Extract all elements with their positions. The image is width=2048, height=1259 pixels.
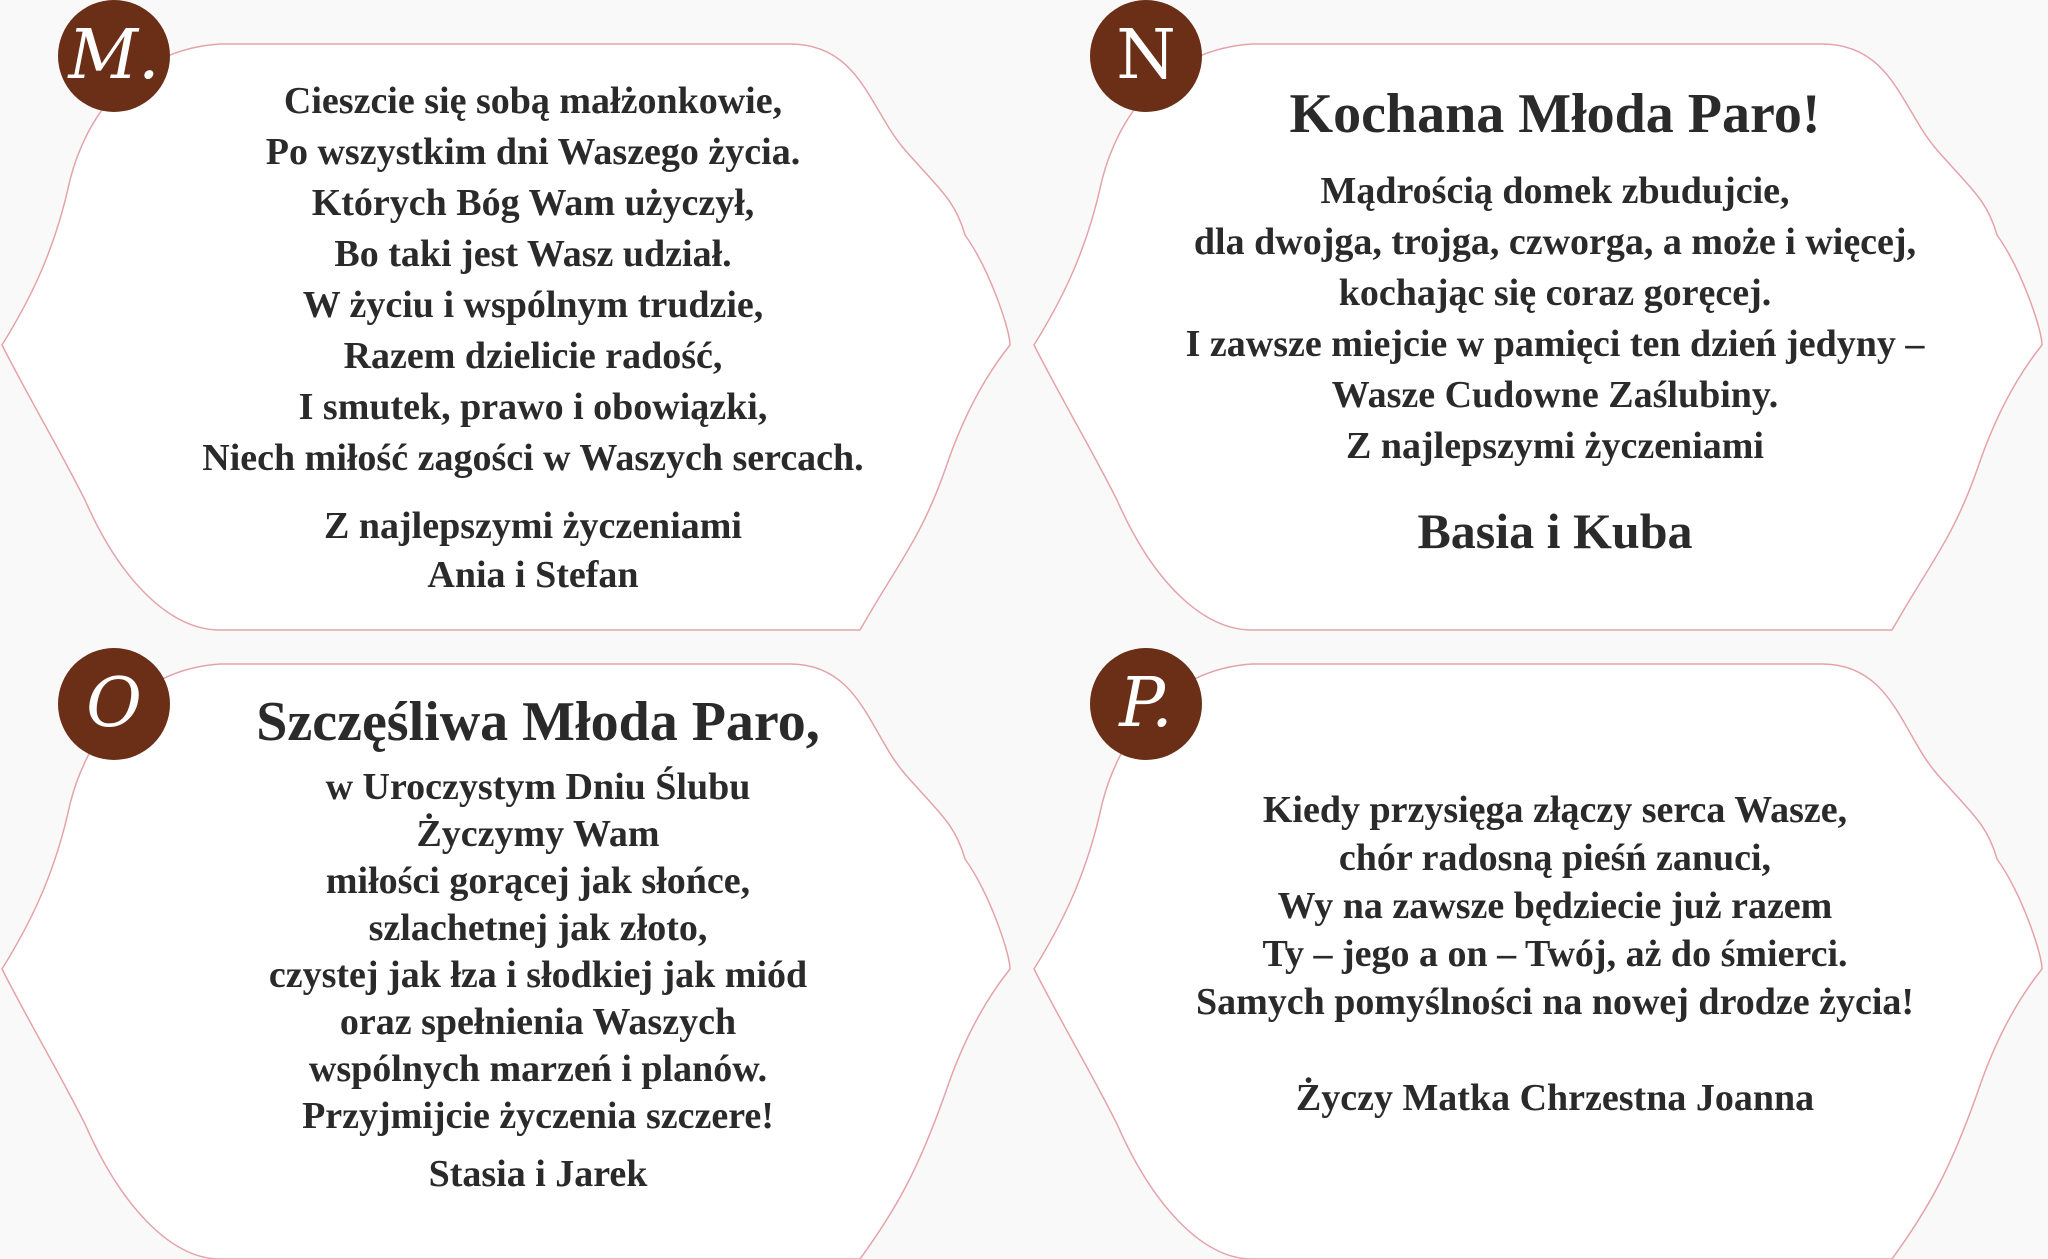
verse-line: oraz spełnienia Waszych (339, 1001, 737, 1043)
badge-o: O (58, 648, 170, 760)
verse-line: Ty – jego a on – Twój, aż do śmierci. (1262, 933, 1848, 975)
verse-line: Przyjmijcie życzenia szczere! (302, 1095, 774, 1137)
signature: Basia i Kuba (1417, 503, 1693, 559)
verse-line: Razem dzielicie radość, (343, 335, 723, 377)
verse-line: dla dwojga, trojga, czworga, a może i więcej, (1193, 221, 1917, 263)
signature: Ania i Stefan (427, 554, 639, 596)
verse-line: Po wszystkim dni Waszego życia. (265, 131, 801, 173)
verse-line: czystej jak łza i słodkiej jak miód (268, 954, 808, 996)
verse-line: Z najlepszymi życzeniami (1346, 425, 1764, 467)
badge-m: M. (58, 0, 170, 112)
badge-n: N (1090, 0, 1202, 112)
card-o (0, 644, 1016, 1244)
card-n (1032, 0, 2048, 600)
verse (70, 76, 996, 484)
verse-line: Wasze Cudowne Zaślubiny. (1331, 374, 1779, 416)
verse (1072, 166, 2038, 472)
signature: Stasia i Jarek (428, 1153, 648, 1195)
closing-line: Z najlepszymi życzeniami (324, 505, 742, 547)
card-p (1032, 644, 2048, 1244)
verse-line: kochając się coraz goręcej. (1338, 272, 1772, 314)
card-title: Szczęśliwa Młoda Paro, (256, 691, 820, 753)
verse-line: W życiu i wspólnym trudzie, (302, 284, 764, 326)
card-title: Kochana Młoda Paro! (1289, 83, 1821, 145)
verse (80, 764, 996, 1140)
closing (70, 502, 996, 600)
verse-line: Samych pomyślności na nowej drodze życia! (1195, 981, 1915, 1023)
badge-p: P. (1090, 648, 1202, 760)
verse-line: w Uroczystym Dniu Ślubu (325, 766, 751, 808)
verse-line: I zawsze miejcie w pamięci ten dzień jedyny – (1185, 323, 1925, 365)
verse-line: Bo taki jest Wasz udział. (334, 233, 732, 275)
verse-line: Wy na zawsze będziecie już razem (1277, 885, 1833, 927)
verse-line: Których Bóg Wam użyczył, (311, 182, 755, 224)
verse-line: I smutek, prawo i obowiązki, (298, 386, 768, 428)
card-m (0, 0, 1016, 600)
verse-line: chór radosną pieśń zanuci, (1338, 837, 1772, 879)
verse-line: wspólnych marzeń i planów. (308, 1048, 768, 1090)
verse-line: Cieszcie się sobą małżonkowie, (283, 80, 783, 122)
verse-line: Niech miłość zagości w Waszych sercach. (202, 437, 864, 479)
verse-line: Mądrością domek zbudujcie, (1320, 170, 1790, 212)
signature: Życzy Matka Chrzestna Joanna (1295, 1077, 1815, 1119)
verse-line: Kiedy przysięga złączy serca Wasze, (1262, 789, 1848, 831)
verse-line: szlachetnej jak złoto, (368, 907, 708, 949)
verse-line: miłości gorącej jak słońce, (325, 860, 751, 902)
verse-line: Życzymy Wam (416, 813, 660, 855)
verse (1072, 786, 2038, 1026)
